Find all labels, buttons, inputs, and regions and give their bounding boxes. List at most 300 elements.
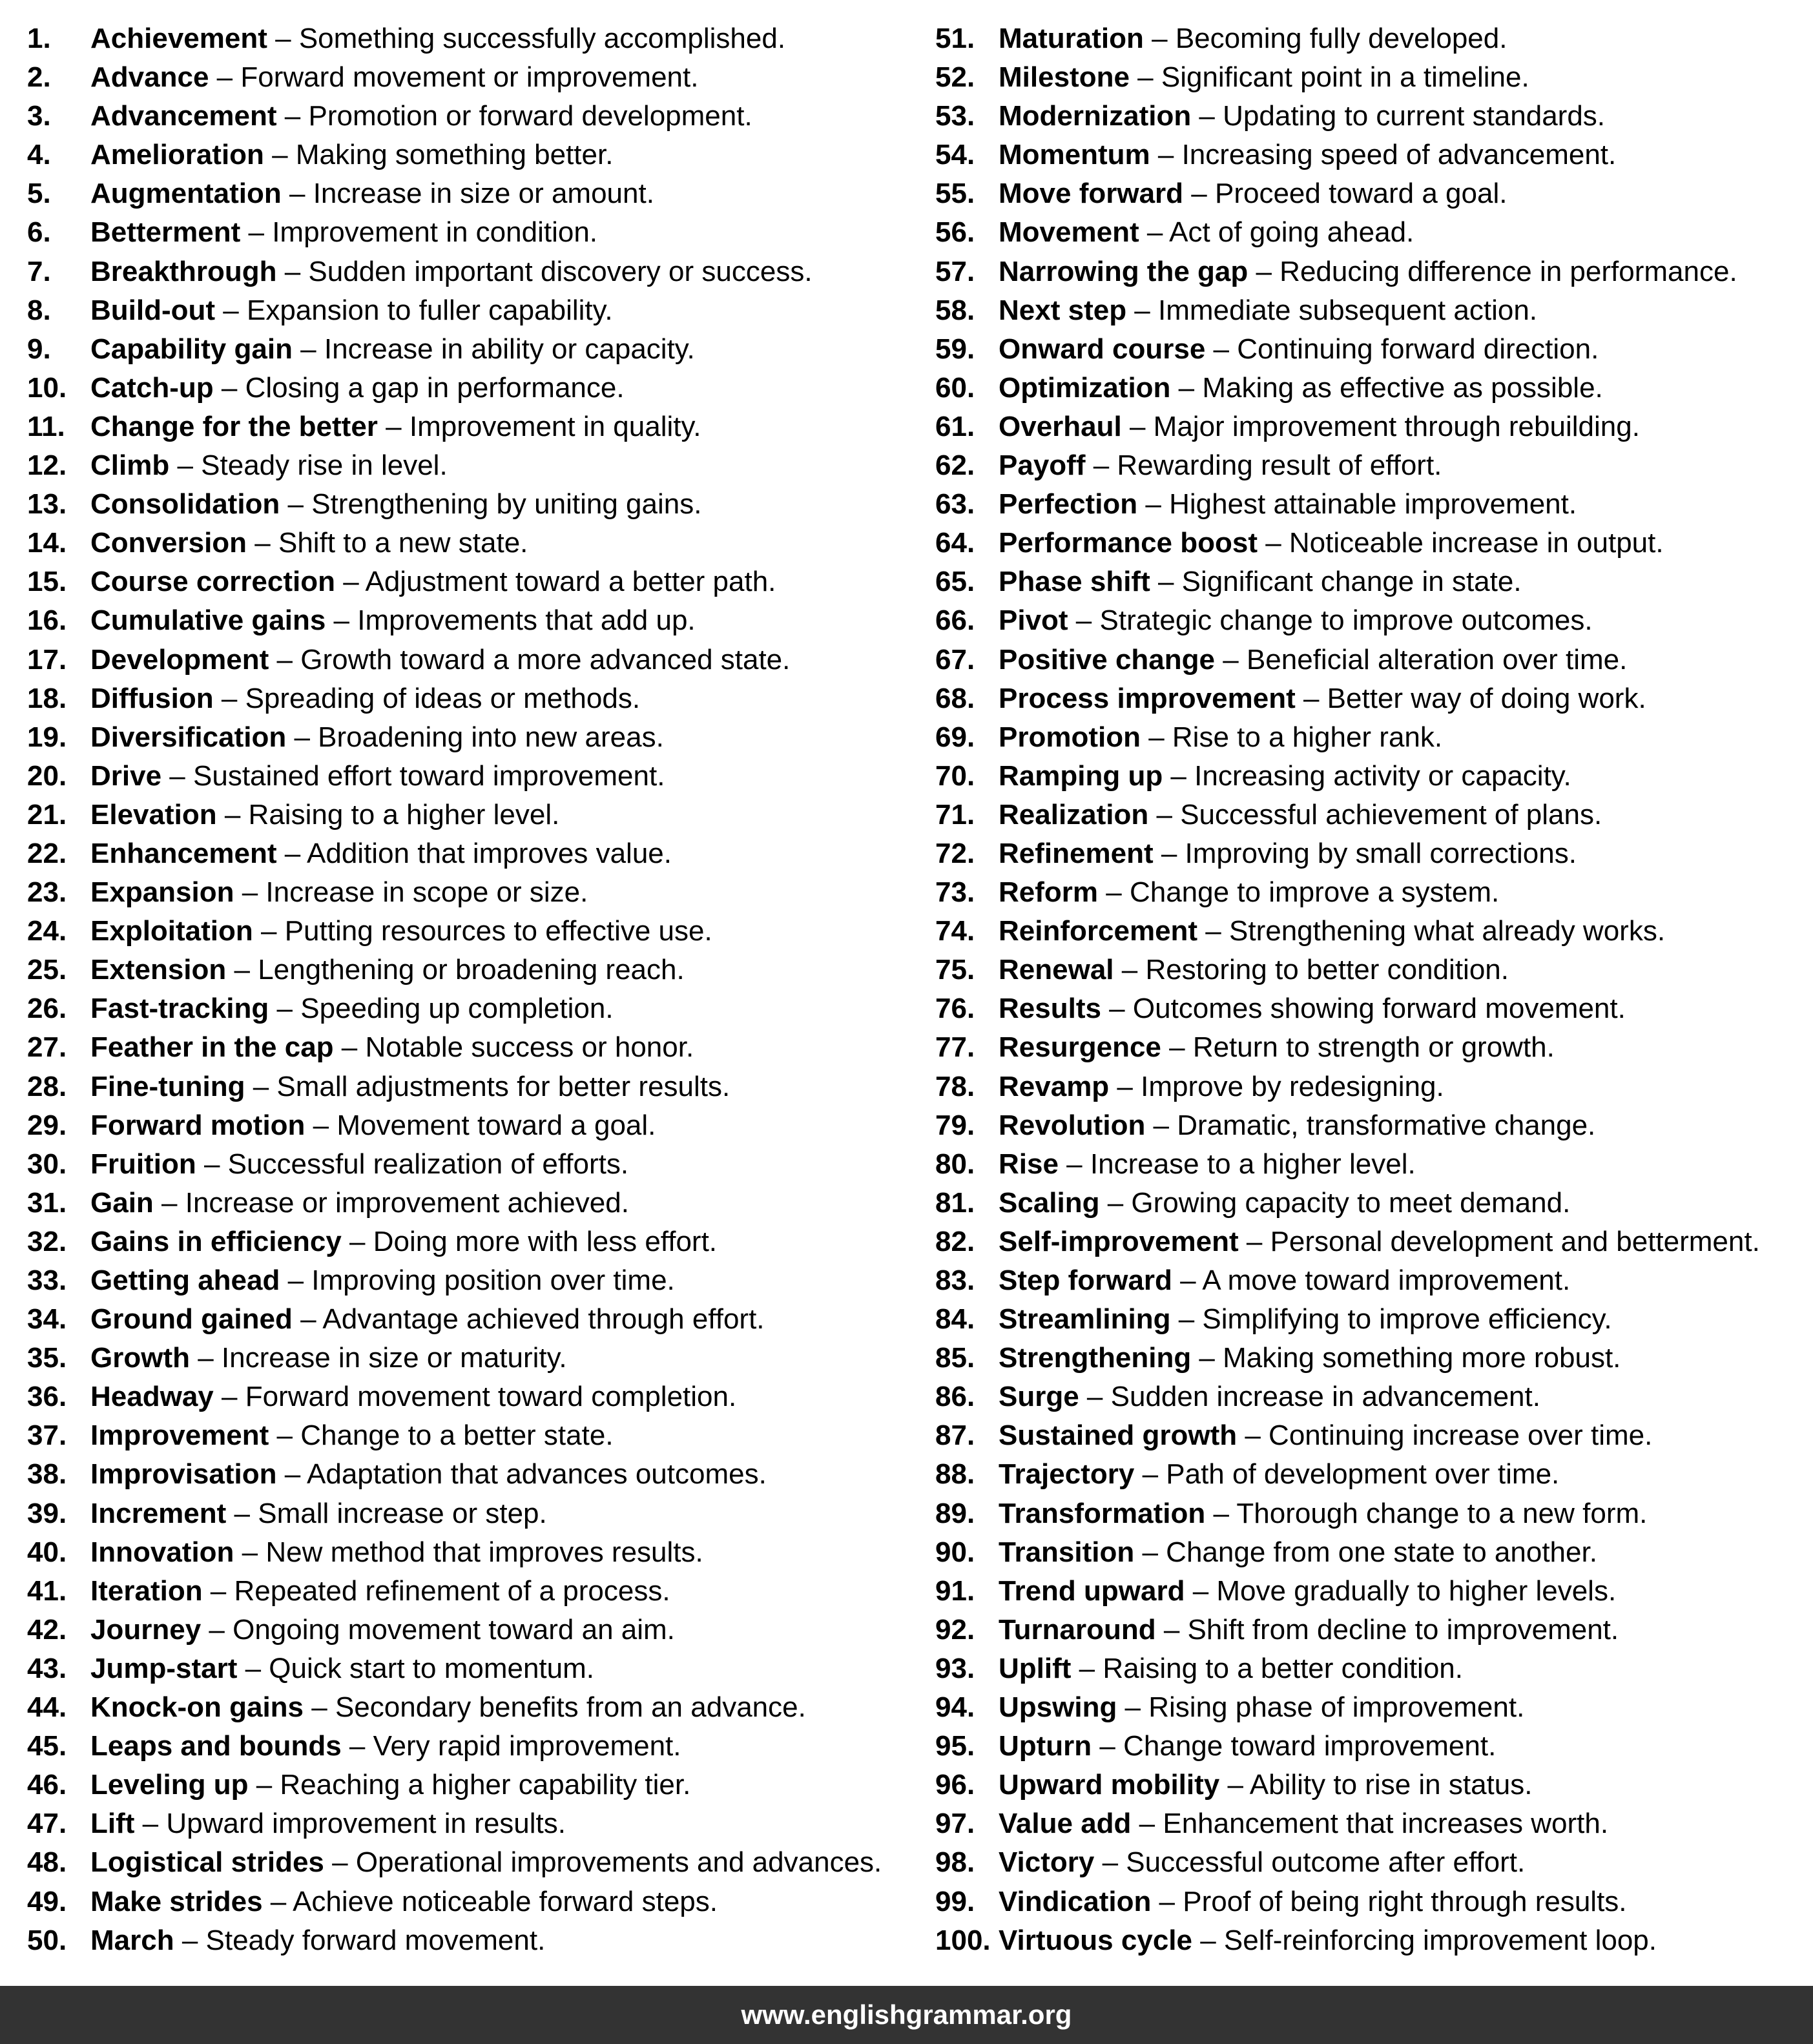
- item-separator: –: [1134, 1458, 1166, 1491]
- item-number: 94.: [935, 1691, 975, 1724]
- item-number: 5.: [27, 178, 51, 210]
- item-separator: –: [276, 100, 309, 132]
- item-definition: Shift from decline to improvement.: [1187, 1613, 1619, 1646]
- item-separator: –: [276, 255, 309, 287]
- item-body: [90, 1106, 656, 1145]
- item-number: 84.: [935, 1303, 975, 1336]
- item-body: [999, 369, 1603, 408]
- item-number: 68.: [935, 682, 975, 714]
- item-number: 22.: [27, 837, 67, 869]
- item-definition: Enhancement that increases worth.: [1163, 1808, 1609, 1840]
- item-body: [999, 1339, 1621, 1378]
- item-body: [999, 330, 1599, 369]
- item-term: Phase shift: [999, 566, 1150, 598]
- item-definition: Increase in size or maturity.: [221, 1342, 567, 1374]
- item-definition: Improvement in quality.: [409, 410, 701, 442]
- item-separator: –: [209, 61, 241, 94]
- item-separator: –: [292, 1303, 323, 1336]
- item-separator: –: [1114, 954, 1146, 986]
- item-term: Diffusion: [90, 682, 214, 714]
- item-body: [999, 1804, 1608, 1843]
- item-separator: –: [1109, 1070, 1141, 1102]
- item-body: [999, 834, 1577, 873]
- item-number: 90.: [935, 1536, 975, 1568]
- item-term: Journey: [90, 1613, 202, 1646]
- item-number: 13.: [27, 488, 67, 521]
- item-term: Lift: [90, 1808, 135, 1840]
- item-definition: Dramatic, transformative change.: [1177, 1109, 1596, 1141]
- item-term: Positive change: [999, 643, 1216, 676]
- item-definition: Addition that improves value.: [307, 837, 672, 869]
- item-number: 49.: [27, 1885, 67, 1917]
- item-separator: –: [189, 1342, 222, 1374]
- item-definition: Very rapid improvement.: [373, 1730, 681, 1762]
- item-term: Reform: [999, 876, 1099, 909]
- item-separator: –: [1121, 410, 1154, 442]
- item-definition: Immediate subsequent action.: [1158, 294, 1538, 326]
- item-number: 78.: [935, 1070, 975, 1102]
- item-body: [999, 1300, 1612, 1339]
- item-number: 87.: [935, 1419, 975, 1452]
- item-term: Modernization: [999, 100, 1192, 132]
- item-definition: Increasing speed of advancement.: [1181, 139, 1617, 171]
- item-separator: –: [335, 566, 366, 598]
- item-separator: –: [153, 1186, 185, 1219]
- item-number: 18.: [27, 682, 67, 714]
- item-number: 79.: [935, 1109, 975, 1141]
- item-number: 29.: [27, 1109, 67, 1141]
- item-body: [999, 408, 1640, 446]
- item-number: 17.: [27, 643, 67, 676]
- item-separator: –: [196, 1148, 228, 1180]
- item-number: 96.: [935, 1769, 975, 1801]
- item-definition: Reducing difference in performance.: [1279, 255, 1737, 287]
- item-number: 14.: [27, 527, 67, 559]
- item-term: Getting ahead: [90, 1265, 280, 1296]
- item-body: [999, 524, 1664, 563]
- item-number: 12.: [27, 449, 67, 482]
- item-body: [90, 757, 665, 796]
- item-separator: –: [161, 759, 193, 792]
- item-body: [90, 1494, 547, 1533]
- item-definition: Quick start to momentum.: [269, 1652, 594, 1684]
- item-definition: Forward movement toward completion.: [245, 1381, 737, 1413]
- item-separator: –: [1129, 61, 1161, 94]
- item-separator: –: [280, 488, 312, 521]
- item-definition: Improvement in condition.: [272, 216, 598, 249]
- item-number: 34.: [27, 1303, 67, 1336]
- item-definition: Putting resources to effective use.: [284, 915, 712, 947]
- item-body: [999, 1883, 1627, 1921]
- item-separator: –: [333, 1031, 366, 1064]
- item-number: 99.: [935, 1885, 975, 1917]
- item-body: [999, 1416, 1652, 1455]
- item-separator: –: [134, 1808, 167, 1840]
- item-body: [90, 1883, 718, 1921]
- item-separator: –: [1170, 1303, 1203, 1336]
- item-body: [90, 1804, 566, 1843]
- item-definition: Change from one state to another.: [1166, 1536, 1597, 1568]
- item-body: [999, 873, 1499, 912]
- item-number: 53.: [935, 100, 975, 132]
- item-definition: Strengthening what already works.: [1229, 915, 1666, 947]
- item-separator: –: [264, 139, 296, 171]
- item-definition: Speeding up completion.: [300, 993, 614, 1025]
- item-definition: Act of going ahead.: [1169, 216, 1414, 249]
- item-term: Catch-up: [90, 371, 214, 404]
- item-number: 54.: [935, 139, 975, 171]
- item-number: 88.: [935, 1458, 975, 1491]
- item-number: 42.: [27, 1613, 67, 1646]
- item-body: [999, 446, 1442, 485]
- item-number: 15.: [27, 566, 67, 598]
- item-separator: –: [237, 1652, 269, 1684]
- item-definition: Expansion to fuller capability.: [246, 294, 613, 326]
- item-number: 9.: [27, 333, 51, 365]
- item-number: 80.: [935, 1148, 975, 1180]
- item-number: 60.: [935, 371, 975, 404]
- item-term: Climb: [90, 449, 170, 482]
- item-separator: –: [1117, 1691, 1149, 1724]
- item-term: Make strides: [90, 1885, 263, 1917]
- item-number: 70.: [935, 759, 975, 792]
- item-definition: Reaching a higher capability tier.: [280, 1769, 691, 1801]
- item-body: [90, 873, 588, 912]
- item-term: Optimization: [999, 371, 1171, 404]
- item-body: [999, 1494, 1647, 1533]
- item-body: [90, 1533, 703, 1572]
- item-term: Momentum: [999, 139, 1150, 171]
- item-body: [999, 1455, 1559, 1494]
- item-separator: –: [1151, 1885, 1183, 1917]
- item-body: [999, 601, 1593, 640]
- item-separator: –: [213, 1381, 245, 1413]
- item-term: Upturn: [999, 1730, 1092, 1762]
- item-separator: –: [240, 216, 273, 249]
- item-term: Headway: [90, 1381, 214, 1413]
- item-term: Breakthrough: [90, 255, 277, 287]
- item-body: [999, 1533, 1597, 1572]
- item-definition: Increase in scope or size.: [265, 876, 588, 909]
- item-body: [90, 601, 696, 640]
- item-body: [90, 330, 695, 369]
- item-term: Upward mobility: [999, 1769, 1220, 1801]
- item-number: 41.: [27, 1574, 67, 1607]
- item-body: [90, 1611, 675, 1649]
- item-definition: Return to strength or growth.: [1192, 1031, 1555, 1064]
- item-body: [90, 446, 448, 485]
- item-separator: –: [1137, 488, 1170, 521]
- item-separator: –: [215, 294, 247, 326]
- item-body: [999, 19, 1507, 58]
- item-body: [999, 1145, 1416, 1184]
- item-term: Augmentation: [90, 178, 282, 210]
- item-term: Development: [90, 643, 269, 676]
- item-body: [90, 1145, 628, 1184]
- item-term: Revolution: [999, 1109, 1146, 1141]
- item-number: 59.: [935, 333, 975, 365]
- item-body: [90, 19, 785, 58]
- item-body: [999, 1688, 1524, 1727]
- item-body: [999, 136, 1616, 174]
- item-separator: –: [1248, 255, 1280, 287]
- item-number: 20.: [27, 759, 67, 792]
- item-term: Logistical strides: [90, 1846, 324, 1879]
- item-separator: –: [304, 1691, 335, 1724]
- item-definition: Continuing increase over time.: [1269, 1419, 1653, 1452]
- item-definition: Successful outcome after effort.: [1126, 1846, 1526, 1879]
- item-separator: –: [169, 449, 202, 482]
- item-body: [90, 1727, 681, 1766]
- item-body: [90, 834, 672, 873]
- item-body: [90, 136, 613, 174]
- item-term: Transformation: [999, 1497, 1206, 1529]
- item-definition: Sustained effort toward improvement.: [193, 759, 665, 792]
- item-body: [999, 1843, 1525, 1882]
- item-body: [90, 1223, 717, 1261]
- item-body: [999, 291, 1537, 330]
- item-body: [90, 174, 654, 213]
- item-separator: –: [1143, 23, 1176, 54]
- item-body: [90, 485, 701, 524]
- item-term: Capability gain: [90, 333, 293, 365]
- item-number: 28.: [27, 1070, 67, 1102]
- item-number: 16.: [27, 604, 67, 637]
- item-term: Exploitation: [90, 915, 253, 947]
- item-number: 55.: [935, 178, 975, 210]
- item-body: [999, 1572, 1616, 1611]
- item-separator: –: [245, 1070, 277, 1102]
- item-number: 26.: [27, 993, 67, 1025]
- item-separator: –: [1185, 1574, 1217, 1607]
- item-body: [90, 718, 664, 757]
- item-definition: Steady forward movement.: [205, 1924, 546, 1956]
- item-definition: Shift to a new state.: [278, 527, 528, 559]
- item-body: [90, 951, 685, 989]
- item-number: 92.: [935, 1613, 975, 1646]
- item-number: 74.: [935, 915, 975, 947]
- item-term: Ramping up: [999, 759, 1163, 792]
- item-definition: Change to improve a system.: [1129, 876, 1500, 909]
- item-number: 32.: [27, 1225, 67, 1257]
- item-number: 85.: [935, 1342, 975, 1374]
- item-separator: –: [213, 682, 245, 714]
- item-body: [90, 213, 597, 252]
- item-body: [90, 1921, 545, 1960]
- item-definition: Outcomes showing forward movement.: [1132, 993, 1626, 1025]
- item-definition: Significant point in a timeline.: [1161, 61, 1529, 94]
- item-separator: –: [1170, 371, 1203, 404]
- item-body: [999, 718, 1442, 757]
- item-term: Improvement: [90, 1419, 269, 1452]
- item-term: Forward motion: [90, 1109, 306, 1141]
- footer-banner: [0, 1986, 1813, 2044]
- item-separator: –: [247, 527, 278, 559]
- item-number: 98.: [935, 1846, 975, 1879]
- item-definition: Improve by redesigning.: [1141, 1070, 1444, 1102]
- item-separator: –: [1205, 1497, 1237, 1529]
- item-term: Cumulative gains: [90, 604, 326, 637]
- item-body: [90, 97, 752, 136]
- item-separator: –: [276, 837, 307, 869]
- item-separator: –: [262, 1885, 293, 1917]
- item-term: Victory: [999, 1846, 1095, 1879]
- item-term: Jump-start: [90, 1652, 238, 1684]
- item-term: Sustained growth: [999, 1419, 1238, 1452]
- item-definition: Operational improvements and advances.: [355, 1846, 882, 1879]
- item-term: Course correction: [90, 566, 335, 598]
- item-term: Perfection: [999, 488, 1138, 521]
- item-definition: Rise to a higher rank.: [1172, 721, 1443, 753]
- item-term: Streamlining: [999, 1303, 1171, 1336]
- item-separator: –: [1068, 604, 1100, 637]
- item-number: 10.: [27, 371, 67, 404]
- item-number: 44.: [27, 1691, 67, 1724]
- item-body: [999, 757, 1571, 796]
- item-number: 91.: [935, 1574, 975, 1607]
- item-separator: –: [267, 23, 299, 54]
- item-separator: –: [1079, 1381, 1111, 1413]
- item-definition: Making something more robust.: [1223, 1342, 1621, 1374]
- item-term: Payoff: [999, 449, 1086, 482]
- item-definition: Change to a better state.: [300, 1419, 614, 1452]
- item-definition: Proceed toward a goal.: [1214, 178, 1507, 210]
- item-separator: –: [281, 178, 313, 210]
- item-separator: –: [341, 1225, 373, 1257]
- item-separator: –: [226, 954, 258, 986]
- item-body: [90, 1455, 767, 1494]
- item-definition: Raising to a higher level.: [248, 798, 560, 831]
- item-definition: Movement toward a goal.: [337, 1109, 656, 1141]
- item-number: 51.: [935, 23, 975, 54]
- item-definition: Sudden increase in advancement.: [1110, 1381, 1540, 1413]
- item-number: 97.: [935, 1808, 975, 1840]
- item-term: Realization: [999, 798, 1149, 831]
- item-definition: Increasing activity or capacity.: [1194, 759, 1571, 792]
- item-body: [90, 1261, 675, 1300]
- item-number: 56.: [935, 216, 975, 249]
- item-separator: –: [276, 1458, 307, 1491]
- item-term: Next step: [999, 294, 1127, 326]
- footer-url[interactable]: www.englishgrammar.org: [741, 1999, 1072, 2030]
- item-definition: Beneficial alteration over time.: [1246, 643, 1628, 676]
- item-body: [90, 1028, 694, 1067]
- item-definition: Personal development and betterment.: [1270, 1225, 1760, 1257]
- item-separator: –: [1098, 876, 1130, 909]
- item-term: Growth: [90, 1342, 190, 1374]
- item-definition: Something successfully accomplished.: [298, 23, 786, 54]
- item-term: Build-out: [90, 294, 216, 326]
- item-definition: Adjustment toward a better path.: [365, 566, 776, 598]
- item-definition: Improvements that add up.: [357, 604, 696, 637]
- item-body: [999, 1261, 1570, 1300]
- item-body: [999, 989, 1626, 1028]
- item-number: 4.: [27, 139, 51, 171]
- item-term: Onward course: [999, 333, 1206, 365]
- item-term: Gains in efficiency: [90, 1225, 342, 1257]
- item-definition: Self-reinforcing improvement loop.: [1223, 1924, 1657, 1956]
- item-number: 47.: [27, 1808, 67, 1840]
- item-term: Movement: [999, 216, 1139, 249]
- item-number: 7.: [27, 255, 51, 287]
- item-term: Leveling up: [90, 1769, 249, 1801]
- item-term: Advance: [90, 61, 209, 94]
- item-separator: –: [1155, 1613, 1188, 1646]
- item-number: 35.: [27, 1342, 67, 1374]
- item-body: [90, 291, 613, 330]
- item-body: [999, 97, 1605, 136]
- item-number: 31.: [27, 1186, 67, 1219]
- item-definition: Growth toward a more advanced state.: [300, 643, 791, 676]
- item-number: 76.: [935, 993, 975, 1025]
- item-term: Feather in the cap: [90, 1031, 334, 1064]
- item-definition: Notable success or honor.: [365, 1031, 694, 1064]
- item-separator: –: [286, 721, 318, 753]
- item-definition: Increase in size or amount.: [313, 178, 654, 210]
- item-separator: –: [1058, 1148, 1090, 1180]
- item-definition: Path of development over time.: [1166, 1458, 1560, 1491]
- item-separator: –: [1163, 759, 1195, 792]
- item-body: [90, 989, 614, 1028]
- item-body: [90, 1300, 765, 1339]
- item-body: [999, 1727, 1496, 1766]
- item-term: Advancement: [90, 100, 277, 132]
- item-definition: Small increase or step.: [258, 1497, 547, 1529]
- item-body: [999, 1106, 1595, 1145]
- item-number: 1.: [27, 23, 51, 54]
- item-term: Process improvement: [999, 682, 1296, 714]
- item-separator: –: [1131, 1808, 1163, 1840]
- item-number: 82.: [935, 1225, 975, 1257]
- item-separator: –: [1257, 527, 1289, 559]
- item-separator: –: [269, 643, 301, 676]
- item-term: Vindication: [999, 1885, 1152, 1917]
- item-term: Enhancement: [90, 837, 277, 869]
- item-number: 95.: [935, 1730, 975, 1762]
- item-number: 6.: [27, 216, 51, 249]
- item-number: 19.: [27, 721, 67, 753]
- item-term: Knock-on gains: [90, 1691, 304, 1724]
- item-term: Diversification: [90, 721, 287, 753]
- item-body: [90, 524, 528, 563]
- item-definition: Better way of doing work.: [1327, 682, 1646, 714]
- item-term: Turnaround: [999, 1613, 1156, 1646]
- item-body: [90, 1766, 690, 1804]
- item-body: [90, 1843, 882, 1882]
- item-number: 89.: [935, 1497, 975, 1529]
- item-term: Iteration: [90, 1574, 203, 1607]
- item-separator: –: [326, 604, 358, 637]
- item-definition: Major improvement through rebuilding.: [1153, 410, 1640, 442]
- item-term: Innovation: [90, 1536, 234, 1568]
- item-term: Scaling: [999, 1186, 1100, 1219]
- item-body: [999, 796, 1602, 834]
- item-separator: –: [1161, 1031, 1193, 1064]
- item-separator: –: [1197, 915, 1229, 947]
- item-term: Value add: [999, 1808, 1132, 1840]
- item-term: Transition: [999, 1536, 1135, 1568]
- item-number: 45.: [27, 1730, 67, 1762]
- item-separator: –: [1134, 1536, 1166, 1568]
- item-definition: Improving by small corrections.: [1185, 837, 1577, 869]
- item-term: Results: [999, 993, 1101, 1025]
- item-definition: Highest attainable improvement.: [1169, 488, 1577, 521]
- item-definition: Making as effective as possible.: [1202, 371, 1603, 404]
- item-separator: –: [213, 371, 245, 404]
- item-term: Increment: [90, 1497, 227, 1529]
- item-definition: Strengthening by uniting gains.: [311, 488, 702, 521]
- item-number: 65.: [935, 566, 975, 598]
